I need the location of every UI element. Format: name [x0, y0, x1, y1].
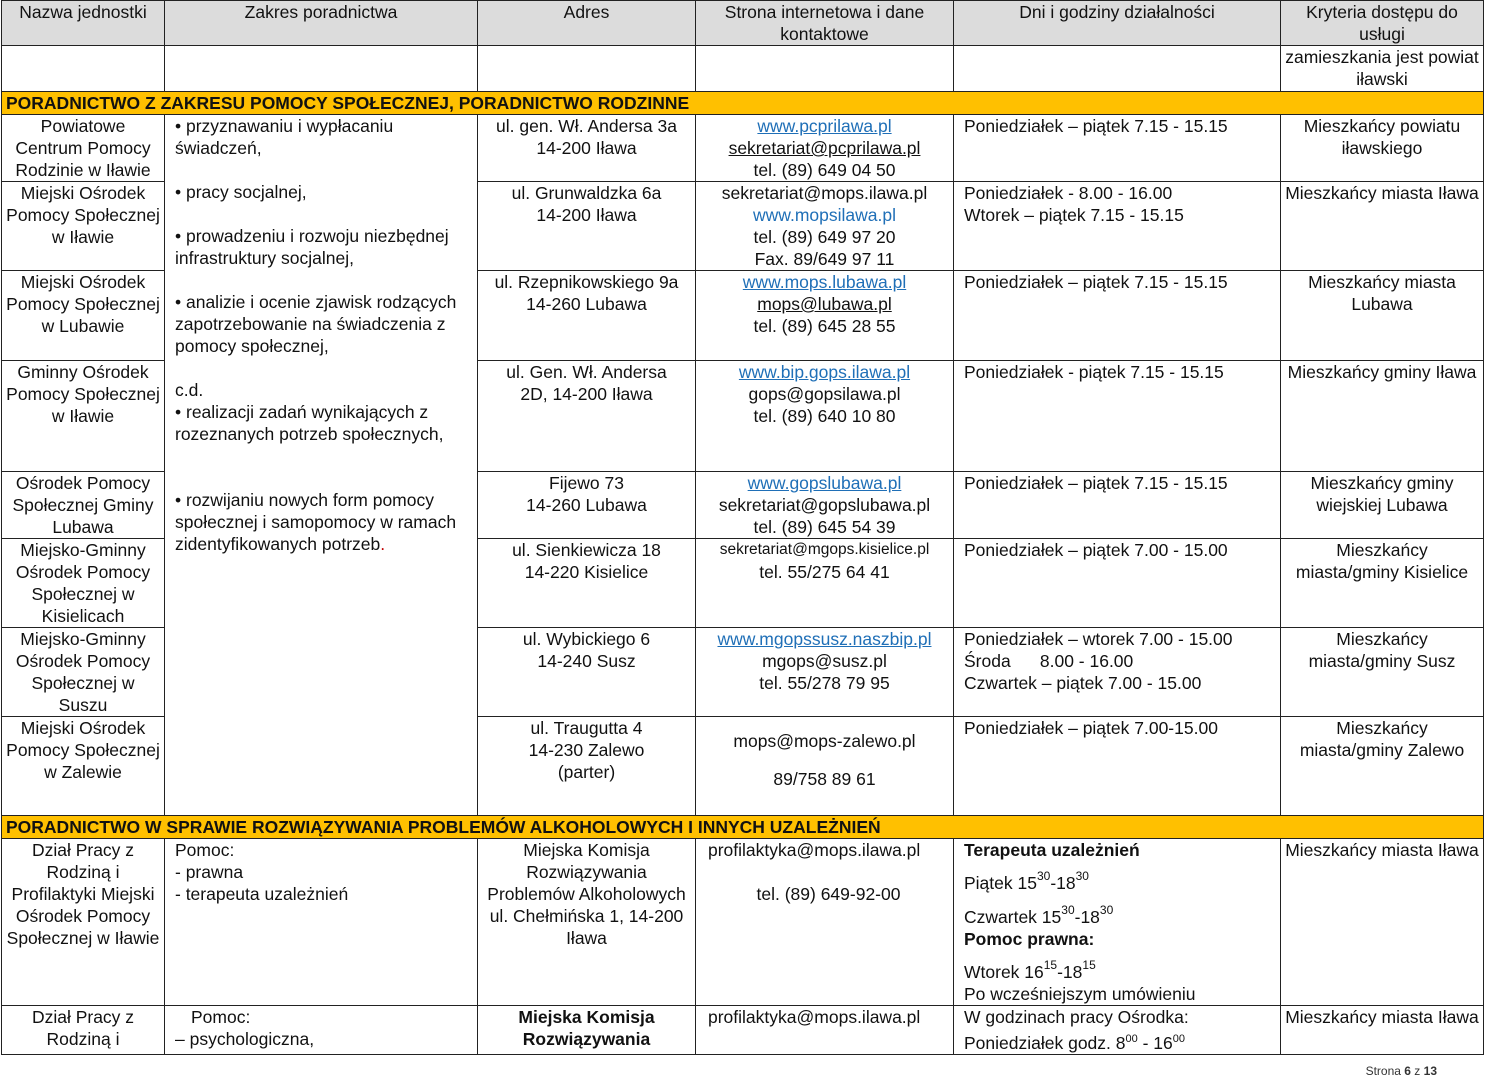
contact-cell	[696, 115, 954, 182]
phone: tel. 55/278 79 95	[759, 673, 890, 693]
contact-cell	[696, 361, 954, 472]
unit-name: Miejski Ośrodek Pomocy Społecznej w Zalewie	[2, 717, 165, 816]
unit-name: Powiatowe Centrum Pomocy Rodzinie w Iławie	[2, 115, 165, 182]
contact-cell	[696, 472, 954, 539]
phone: tel. (89) 645 54 39	[753, 517, 896, 537]
header-address: Adres	[478, 1, 696, 46]
email-link[interactable]: profilaktyka@mops.ilawa.pl	[708, 1007, 921, 1027]
section-header-addiction	[2, 816, 1484, 839]
hours-cell: Poniedziałek – piątek 7.15 - 15.15	[954, 472, 1281, 539]
email-link[interactable]: mops@lubawa.pl	[757, 294, 892, 314]
unit-name: Miejsko-Gminny Ośrodek Pomocy Społecznej w Suszu	[2, 628, 165, 717]
criteria-cell: Mieszkańcy miasta Iława	[1281, 1006, 1484, 1055]
scope-continued-label: c.d.	[175, 380, 204, 400]
phone: tel. (89) 640 10 80	[753, 406, 896, 426]
header-hours: Dni i godziny działalności	[954, 1, 1281, 46]
criteria-cell: Mieszkańcy miasta Lubawa	[1281, 271, 1484, 361]
scope-cell: Pomoc: - prawna - terapeuta uzależnień	[165, 839, 478, 1006]
scope-cell: Pomoc: – psychologiczna,	[165, 1006, 478, 1055]
hours-cell: Terapeuta uzależnień Piątek $15^{30}-18^{30}$ Czwartek $15^{30}-18^{30}$ Pomoc prawna: Wtorek $16^{15}-18^{15}$ Po wcześniejszym umówieniu	[954, 839, 1281, 1006]
table-row	[2, 1006, 1484, 1055]
criteria-cell: Mieszkańcy miasta Iława	[1281, 182, 1484, 271]
address-cell: Fijewo 73 14-260 Lubawa	[478, 472, 696, 539]
header-contact: Strona internetowa i dane kontaktowe	[696, 1, 954, 46]
criteria-cell: Mieszkańcy miasta/gminy Zalewo	[1281, 717, 1484, 816]
criteria-cell: Mieszkańcy gminy wiejskiej Lubawa	[1281, 472, 1484, 539]
table-row	[2, 115, 1484, 182]
phone: 89/758 89 61	[773, 769, 876, 789]
email-link[interactable]: sekretariat@mgops.kisielice.pl	[719, 541, 930, 558]
phone: tel. (89) 649-92-00	[756, 884, 901, 904]
scope-item: • realizacji zadań wynikających z rozeznanych potrzeb społecznych,	[175, 402, 444, 444]
email-link[interactable]: gops@gopsilawa.pl	[748, 384, 901, 404]
hours-cell: Poniedziałek - 8.00 - 16.00 Wtorek – piątek 7.15 - 15.15	[954, 182, 1281, 271]
services-table	[1, 0, 1484, 1055]
phone: tel. (89) 645 28 55	[753, 316, 896, 336]
contact-cell	[696, 628, 954, 717]
table-row	[2, 839, 1484, 1006]
phone: tel. (89) 649 97 20	[753, 227, 896, 247]
contact-cell	[696, 271, 954, 361]
unit-name: Dział Pracy z Rodziną i	[2, 1006, 165, 1055]
website-link[interactable]: www.bip.gops.ilawa.pl	[738, 362, 911, 382]
criteria-cell: Mieszkańcy miasta/gminy Susz	[1281, 628, 1484, 717]
scope-item: • prowadzeniu i rozwoju niezbędnej infrastruktury socjalnej,	[175, 226, 449, 268]
address-cell: Miejska Komisja Rozwiązywania	[478, 1006, 696, 1055]
address-cell: ul. Grunwaldzka 6a 14-200 Iława	[478, 182, 696, 271]
website-link[interactable]: www.pcprilawa.pl	[757, 116, 892, 136]
phone: tel. (89) 649 04 50	[753, 160, 896, 180]
hours-cell: Poniedziałek - piątek 7.15 - 15.15	[954, 361, 1281, 472]
email-link[interactable]: sekretariat@gopslubawa.pl	[718, 495, 931, 515]
hours-cell: Poniedziałek – piątek 7.00 - 15.00	[954, 539, 1281, 628]
email-link[interactable]: sekretariat@pcprilawa.pl	[728, 138, 921, 158]
email-link[interactable]: mops@mops-zalewo.pl	[733, 731, 916, 751]
page-number: 6	[1404, 1064, 1411, 1078]
unit-name: Ośrodek Pomocy Społecznej Gminy Lubawa	[2, 472, 165, 539]
scope-item: • rozwijaniu nowych form pomocy społecznej i samopomocy w ramach zidentyfikowanych potrzeb.	[175, 490, 457, 554]
website-link[interactable]: www.mgopssusz.naszbip.pl	[717, 629, 932, 649]
prev-criteria: zamieszkania jest powiat iławski	[1281, 46, 1484, 92]
section-title: PORADNICTWO Z ZAKRESU POMOCY SPOŁECZNEJ, PORADNICTWO RODZINNE	[2, 92, 1484, 115]
hours-cell: Poniedziałek – piątek 7.15 - 15.15	[954, 271, 1281, 361]
unit-name: Dział Pracy z Rodziną i Profilaktyki Miejski Ośrodek Pomocy Społecznej w Iławie	[2, 839, 165, 1006]
hours-cell: W godzinach pracy Ośrodka: Poniedziałek godz. $8^{00} - 16^{00}$	[954, 1006, 1281, 1055]
address-cell: ul. Wybickiego 6 14-240 Susz	[478, 628, 696, 717]
address-cell: ul. Gen. Wł. Andersa 2D, 14-200 Iława	[478, 361, 696, 472]
header-name: Nazwa jednostki	[2, 1, 165, 46]
unit-name: Miejsko-Gminny Ośrodek Pomocy Społecznej w Kisielicach	[2, 539, 165, 628]
unit-name: Gminny Ośrodek Pomocy Społecznej w Iławie	[2, 361, 165, 472]
section-header-social	[2, 92, 1484, 115]
contact-cell	[696, 1006, 954, 1055]
contact-cell	[696, 717, 954, 816]
scope-item: • pracy socjalnej,	[175, 182, 307, 202]
contact-cell	[696, 182, 954, 271]
address-cell: ul. Sienkiewicza 18 14-220 Kisielice	[478, 539, 696, 628]
hours-cell: Poniedziałek – piątek 7.15 - 15.15	[954, 115, 1281, 182]
criteria-cell: Mieszkańcy miasta/gminy Kisielice	[1281, 539, 1484, 628]
unit-name: Miejski Ośrodek Pomocy Społecznej w Lubawie	[2, 271, 165, 361]
email-link[interactable]: mgops@susz.pl	[762, 651, 887, 671]
contact-cell	[696, 539, 954, 628]
address-cell: ul. gen. Wł. Andersa 3a 14-200 Iława	[478, 115, 696, 182]
address-cell: ul. Rzepnikowskiego 9a 14-260 Lubawa	[478, 271, 696, 361]
email-link[interactable]: sekretariat@mops.ilawa.pl	[721, 183, 928, 203]
header-scope: Zakres poradnictwa	[165, 1, 478, 46]
fax: Fax. 89/649 97 11	[754, 249, 895, 269]
hours-cell: Poniedziałek – piątek 7.00-15.00	[954, 717, 1281, 816]
page-footer: Strona 6 z 13	[1365, 1064, 1437, 1078]
address-cell: ul. Traugutta 4 14-230 Zalewo (parter)	[478, 717, 696, 816]
phone: tel. 55/275 64 41	[759, 562, 890, 582]
contact-cell	[696, 839, 954, 1006]
email-link[interactable]: profilaktyka@mops.ilawa.pl	[708, 840, 921, 860]
scope-cell	[165, 115, 478, 816]
website-link[interactable]: www.gopslubawa.pl	[747, 473, 902, 493]
section-title: PORADNICTWO W SPRAWIE ROZWIĄZYWANIA PROBLEMÓW ALKOHOLOWYCH I INNYCH UZALEŻNIEŃ	[2, 816, 1484, 839]
criteria-cell: Mieszkańcy powiatu iławskiego	[1281, 115, 1484, 182]
address-cell: Miejska Komisja Rozwiązywania Problemów Alkoholowych ul. Chełmińska 1, 14-200 Iława	[478, 839, 696, 1006]
page-total: 13	[1423, 1064, 1437, 1078]
hours-cell: Poniedziałek – wtorek 7.00 - 15.00 Środa 8.00 - 16.00 Czwartek – piątek 7.00 - 15.00	[954, 628, 1281, 717]
scope-item: • analizie i ocenie zjawisk rodzących zapotrzebowanie na świadczenia z pomocy społecznej,	[175, 292, 457, 356]
website-link[interactable]: www.mops.lubawa.pl	[742, 272, 907, 292]
header-row	[2, 1, 1484, 46]
prev-row-continuation	[2, 46, 1484, 92]
criteria-cell: Mieszkańcy gminy Iława	[1281, 361, 1484, 472]
unit-name: Miejski Ośrodek Pomocy Społecznej w Iławie	[2, 182, 165, 271]
criteria-cell: Mieszkańcy miasta Iława	[1281, 839, 1484, 1006]
scope-item: • przyznawaniu i wypłacaniu świadczeń,	[175, 116, 394, 158]
header-criteria: Kryteria dostępu do usługi	[1281, 1, 1484, 46]
website-link[interactable]: www.mopsilawa.pl	[753, 205, 896, 225]
